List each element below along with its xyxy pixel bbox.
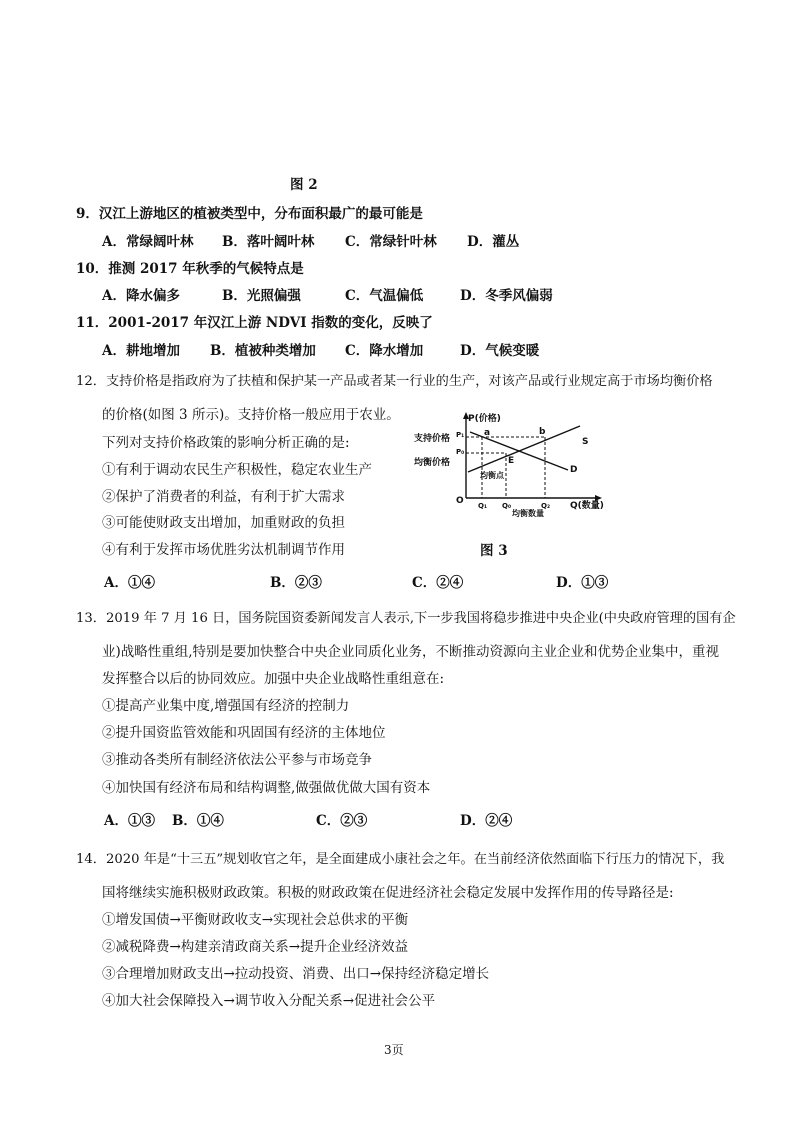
q9-option-a: A．常绿阔叶林 <box>102 234 194 250</box>
q11-option-a: A．耕地增加 <box>102 343 180 359</box>
q9-option-b: B．落叶阔叶林 <box>222 234 315 250</box>
figure-3-caption: 图 3 <box>480 543 508 559</box>
q12-option-a: A．①④ <box>104 575 155 591</box>
q14-item-2: ②减税降费→构建亲清政商关系→提升企业经济效益 <box>102 939 409 955</box>
q0-label: Q₀ <box>502 502 512 510</box>
q14-item-3: ③合理增加财政支出→拉动投资、消费、出口→保持经济稳定增长 <box>102 966 490 982</box>
question-12-stem-line2: 的价格(如图 3 所示)。支持价格一般应用于农业。 <box>102 407 400 423</box>
origin-label: O <box>456 496 464 506</box>
q12-option-d: D．①③ <box>556 575 609 591</box>
q12-option-c: C．②④ <box>412 575 464 591</box>
q9-option-d: D．灌丛 <box>467 234 520 250</box>
page-number: 3页 <box>384 1043 404 1057</box>
q12-option-b: B．②③ <box>270 575 322 591</box>
question-9-stem: 9．汉江上游地区的植被类型中，分布面积最广的最可能是 <box>76 206 423 222</box>
q1-label: Q₁ <box>478 502 488 510</box>
question-13-stem-line1: 13．2019 年 7 月 16 日，国务院国资委新闻发言人表示,下一步我国将稳步推进中央企业(中央政府管理的国有企 <box>76 611 736 626</box>
question-10-stem: 10．推测 2017 年秋季的气候特点是 <box>76 261 304 277</box>
demand-d-label: D <box>570 465 578 475</box>
question-13-stem-line2: 业)战略性重组,特别是要加快整合中央企业同质化业务，不断推动资源向主业企业和优势企业集中，重视 <box>102 644 720 660</box>
q10-option-d: D．冬季风偏弱 <box>460 288 553 304</box>
supply-s-label: S <box>582 437 589 447</box>
question-11-stem: 11．2001-2017 年汉江上游 NDVI 指数的变化，反映了 <box>76 315 433 331</box>
q9-option-c: C．常绿针叶林 <box>345 234 437 250</box>
question-14-stem-line1: 14．2020 年是“十三五”规划收官之年，是全面建成小康社会之年。在当前经济依然面临下行压力的情况下，我 <box>76 852 725 867</box>
q10-option-a: A．降水偏多 <box>102 288 180 304</box>
point-b-label: b <box>539 427 546 437</box>
q13-item-3: ③推动各类所有制经济依法公平参与市场竞争 <box>102 752 372 768</box>
p0-label: P₀ <box>456 448 465 456</box>
point-a-label: a <box>484 428 491 438</box>
figure-2-caption: 图 2 <box>290 177 318 193</box>
question-14-stem-line2: 国将继续实施积极财政政策。积极的财政政策在促进经济社会稳定发展中发挥作用的传导路径是: <box>102 885 674 901</box>
question-12-prompt: 下列对支持价格政策的影响分析正确的是: <box>102 435 350 451</box>
point-e-label: E <box>508 456 515 466</box>
q11-option-d: D．气候变暖 <box>460 343 540 359</box>
equilibrium-point-label: 均衡点 <box>480 471 504 480</box>
q13-option-a: A．①③ <box>104 813 155 829</box>
q10-option-c: C．气温偏低 <box>345 288 424 304</box>
q13-item-4: ④加快国有经济布局和结构调整,做强做优做大国有资本 <box>102 780 431 796</box>
q12-item-3: ③可能使财政支出增加，加重财政的负担 <box>102 515 345 531</box>
support-price-label: 支持价格 <box>414 434 451 444</box>
equilibrium-quantity-label: 均衡数量 <box>512 509 544 518</box>
q13-option-d: D．②④ <box>460 813 513 829</box>
p1-label: P₁ <box>456 431 465 439</box>
question-12-stem-line1: 12．支持价格是指政府为了扶植和保护某一产品或者某一行业的生产，对该产品或行业规定高于市场均衡价格 <box>76 374 713 389</box>
equilibrium-price-label: 均衡价格 <box>414 458 451 468</box>
q10-option-b: B．光照偏强 <box>222 288 301 304</box>
q13-option-c: C．②③ <box>316 813 368 829</box>
q14-item-4: ④加大社会保障投入→调节收入分配关系→促进社会公平 <box>102 993 436 1009</box>
question-13-stem-line3: 发挥整合以后的协同效应。加强中央企业战略性重组意在: <box>102 671 445 687</box>
y-axis-label: P(价格) <box>468 414 501 424</box>
q12-item-2: ②保护了消费者的利益，有利于扩大需求 <box>102 489 345 505</box>
q11-option-c: C．降水增加 <box>345 343 424 359</box>
q13-option-b: B．①④ <box>172 813 224 829</box>
x-axis-label: Q(数量) <box>570 501 604 511</box>
q14-item-1: ①增发国债→平衡财政收支→实现社会总供求的平衡 <box>102 912 409 928</box>
q12-item-4: ④有利于发挥市场优胜劣汰机制调节作用 <box>102 542 345 558</box>
q13-item-2: ②提升国资监管效能和巩固国有经济的主体地位 <box>102 725 386 741</box>
q12-item-1: ①有利于调动农民生产积极性，稳定农业生产 <box>102 462 372 478</box>
q2-label: Q₂ <box>541 502 551 510</box>
q11-option-b: B．植被种类增加 <box>210 343 316 359</box>
q13-item-1: ①提高产业集中度,增强国有经济的控制力 <box>102 698 350 714</box>
support-price-diagram <box>410 410 610 530</box>
